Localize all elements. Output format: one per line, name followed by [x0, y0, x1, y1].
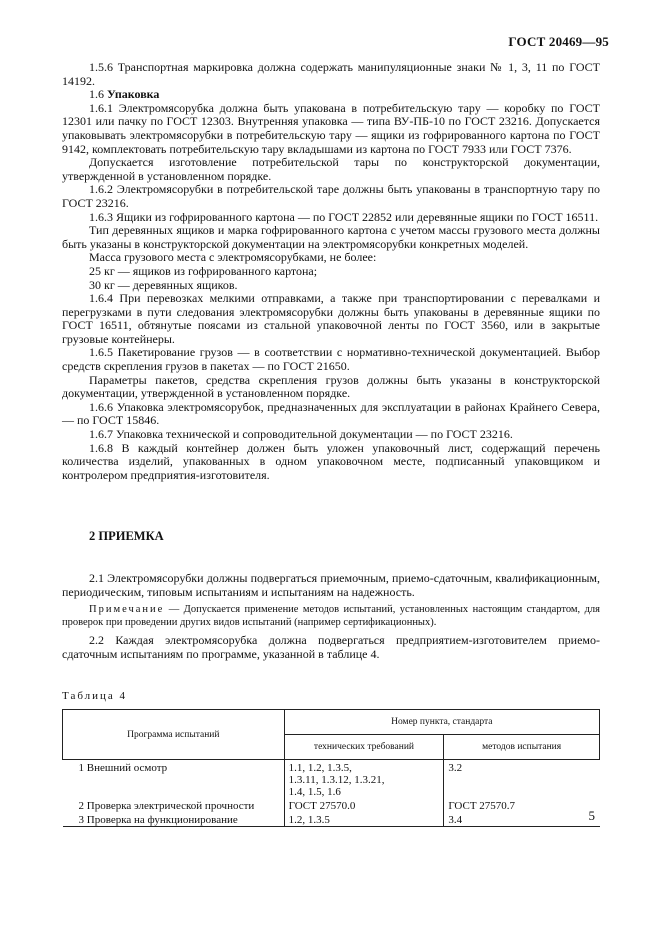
paragraph: 1.6.8 В каждый контейнер должен быть уложен упаковочный лист, содержащий перечень количества изделий, упакованных в одном упаковочном месте, подписанный упаковщиком и контролером предприятия-изготовителя. [62, 440, 600, 482]
paragraph: 1.6.3 Ящики из гофрированного картона — по ГОСТ 22852 или деревянные ящики по ГОСТ 16511. [89, 209, 599, 224]
paragraph: 1.6.4 При перевозках мелкими отправками, а также при транспортировании с перевалками и перегрузками в пути следования электромясорубки должны быть упакованы в деревянные ящики по ГОСТ 16511, обтянутые поясами из стальной упаковочной ленты по ГОСТ 3560, или в закрытые грузовые контейнеры. [62, 291, 600, 346]
paragraph: 1.5.6 Транспортная маркировка должна содержать манипуляционные знаки № 1, 3, 11 по ГОСТ 14192. [62, 60, 600, 88]
cell-method: 3.2 [448, 762, 463, 774]
packaging-section [62, 61, 600, 482]
page-number: 5 [588, 808, 595, 823]
paragraph: 1.6.2 Электромясорубки в потребительской таре должны быть упакованы в транспортную тару по ГОСТ 23216. [62, 182, 600, 210]
subsection-number: 1.6 [89, 87, 104, 102]
paragraph: 1.6.1 Электромясорубка должна быть упакована в потребительскую тару — коробку по ГОСТ 12301 или пачку по ГОСТ 12303. Внутренняя упаковка — типа ВУ-ПБ-10 по ГОСТ 23216. Допускается упаковывать электромясорубки в потребительскую тару — ящики из гофрированного картона по ГОСТ 9142, комплектовать потребительскую тару вкладышами из картона по ГОСТ 7933 или ГОСТ 7376. [62, 100, 600, 156]
paragraph: 1.6.7 Упаковка технической и сопроводительной документации — по ГОСТ 23216. [89, 427, 513, 442]
test-program-table [62, 709, 600, 827]
paragraph: 2.1 Электромясорубки должны подвергаться приемочным, приемо-сдаточным, квалификационным, периодическим, типовым испытаниям и испытаниям на надежность. [62, 571, 600, 599]
paragraph: Масса грузового места с электромясорубками, не более: [89, 250, 377, 265]
paragraph: 30 кг — деревянных ящиков. [89, 277, 238, 292]
paragraph: 25 кг — ящиков из гофрированного картона; [89, 263, 318, 278]
cell-method: ГОСТ 27570.7 [448, 800, 516, 812]
column-header-group: Номер пункта, стандарта [284, 710, 599, 735]
document-header: ГОСТ 20469—95 [508, 34, 609, 49]
subsection-heading [62, 88, 600, 102]
paragraph: Параметры пакетов, средства скрепления грузов должны быть указаны в конструкторской документации, утвержденной в установленном порядке. [62, 372, 600, 401]
cell-program: 3 Проверка на функционирование [63, 812, 285, 827]
paragraph: 2.2 Каждая электромясорубка должна подвергаться предприятием-изготовителем приемо-сдаточным испытаниям по программе, указанной в таблице 4. [62, 633, 600, 661]
cell-program: 2 Проверка электрической прочности [63, 798, 285, 812]
note [62, 603, 600, 629]
paragraph: Допускается изготовление потребительской тары по конструкторской документации, утвержденной в установленном порядке. [62, 155, 600, 183]
column-header-methods: методов испытания [444, 735, 600, 760]
acceptance-section [62, 571, 600, 661]
table-row [63, 812, 600, 827]
column-header-program: Программа испытаний [63, 710, 285, 760]
note-label: Примечание [89, 604, 165, 615]
paragraph: 1.6.6 Упаковка электромясорубок, предназначенных для эксплуатации в районах Крайнего Севера, — по ГОСТ 15846. [62, 399, 600, 428]
table-row [63, 798, 600, 812]
cell-requirements: 1.2, 1.3.5 [284, 812, 444, 827]
section-title: 2 ПРИЕМКА [89, 529, 164, 543]
table-caption: Таблица 4 [62, 690, 128, 702]
cell-method: 3.4 [444, 812, 600, 827]
paragraph: Тип деревянных ящиков и марка гофрированного картона с учетом массы грузового места должны быть указаны в конструкторской документации на электромясорубки конкретных моделей. [62, 223, 600, 251]
paragraph: 1.6.5 Пакетирование грузов — в соответствии с нормативно-технической документацией. Выбор средств скрепления грузов в пакетах — по ГОСТ 21650. [62, 345, 600, 374]
subsection-title: Упаковка [107, 87, 160, 102]
table-row [63, 760, 600, 799]
cell-requirements: ГОСТ 27570.0 [284, 798, 444, 812]
cell-program: 1 Внешний осмотр [63, 760, 285, 799]
column-header-requirements: технических требований [284, 735, 444, 760]
note-text: — Допускается применение методов испытаний, установленных настоящим стандартом, для проверок при проведении других видов испытаний (например сертификационных). [62, 604, 600, 628]
cell-requirements: 1.1, 1.2, 1.3.5, 1.3.11, 1.3.12, 1.3.21, 1.4, 1.5, 1.6 [284, 760, 444, 799]
